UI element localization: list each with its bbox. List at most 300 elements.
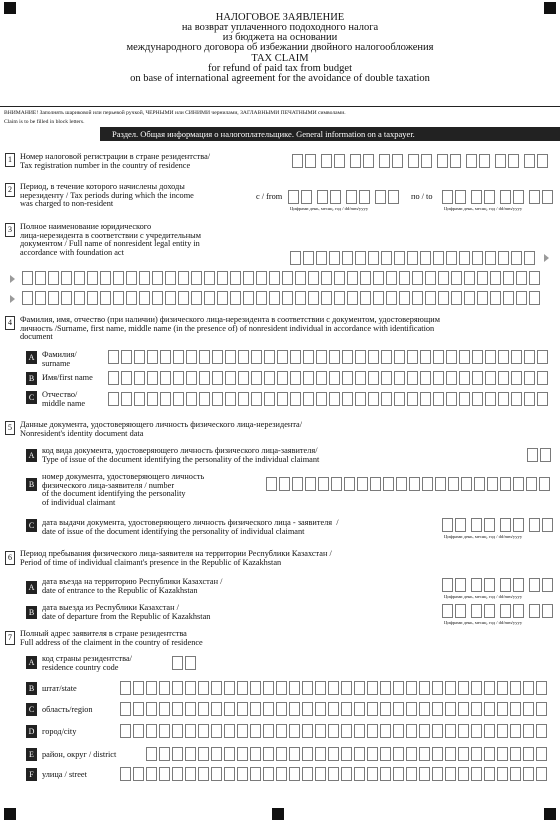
character-box[interactable]	[368, 371, 379, 385]
character-box[interactable]	[329, 251, 340, 265]
character-box[interactable]	[419, 747, 430, 761]
character-box[interactable]	[279, 477, 290, 491]
character-box[interactable]	[503, 291, 514, 305]
character-box[interactable]	[263, 681, 274, 695]
character-box[interactable]	[485, 371, 496, 385]
character-box[interactable]	[459, 371, 470, 385]
character-box[interactable]	[334, 154, 345, 168]
character-box[interactable]	[224, 702, 235, 716]
character-box[interactable]	[367, 724, 378, 738]
character-box[interactable]	[529, 518, 540, 532]
character-box[interactable]	[471, 747, 482, 761]
character-box[interactable]	[513, 518, 524, 532]
period-to-date-input[interactable]	[442, 190, 556, 204]
character-box[interactable]	[165, 291, 176, 305]
character-box[interactable]	[370, 477, 381, 491]
character-box[interactable]	[264, 371, 275, 385]
character-box[interactable]	[198, 702, 209, 716]
character-box[interactable]	[433, 371, 444, 385]
character-box[interactable]	[178, 271, 189, 285]
character-box[interactable]	[471, 604, 482, 618]
character-box[interactable]	[380, 681, 391, 695]
character-box[interactable]	[373, 291, 384, 305]
character-box[interactable]	[422, 477, 433, 491]
character-box[interactable]	[500, 604, 511, 618]
character-box[interactable]	[160, 392, 171, 406]
character-box[interactable]	[328, 747, 339, 761]
character-box[interactable]	[363, 154, 374, 168]
character-box[interactable]	[432, 724, 443, 738]
character-box[interactable]	[315, 767, 326, 781]
character-box[interactable]	[484, 518, 495, 532]
character-box[interactable]	[432, 767, 443, 781]
character-box[interactable]	[185, 681, 196, 695]
character-box[interactable]	[393, 702, 404, 716]
character-box[interactable]	[199, 392, 210, 406]
character-box[interactable]	[315, 724, 326, 738]
character-box[interactable]	[503, 271, 514, 285]
character-box[interactable]	[165, 271, 176, 285]
character-box[interactable]	[442, 518, 453, 532]
character-box[interactable]	[341, 767, 352, 781]
character-box[interactable]	[435, 477, 446, 491]
character-box[interactable]	[490, 271, 501, 285]
character-box[interactable]	[484, 681, 495, 695]
character-box[interactable]	[303, 350, 314, 364]
street-input[interactable]	[120, 767, 547, 781]
character-box[interactable]	[172, 724, 183, 738]
character-box[interactable]	[495, 154, 506, 168]
character-box[interactable]	[368, 350, 379, 364]
character-box[interactable]	[100, 271, 111, 285]
character-box[interactable]	[263, 724, 274, 738]
character-box[interactable]	[523, 724, 534, 738]
character-box[interactable]	[471, 578, 482, 592]
character-box[interactable]	[500, 477, 511, 491]
character-box[interactable]	[438, 271, 449, 285]
character-box[interactable]	[48, 271, 59, 285]
character-box[interactable]	[458, 747, 469, 761]
character-box[interactable]	[442, 604, 453, 618]
character-box[interactable]	[412, 291, 423, 305]
character-box[interactable]	[523, 767, 534, 781]
character-box[interactable]	[328, 681, 339, 695]
character-box[interactable]	[185, 724, 196, 738]
character-box[interactable]	[459, 392, 470, 406]
character-box[interactable]	[292, 154, 303, 168]
character-box[interactable]	[264, 392, 275, 406]
character-box[interactable]	[250, 702, 261, 716]
character-box[interactable]	[432, 681, 443, 695]
character-box[interactable]	[276, 767, 287, 781]
character-box[interactable]	[524, 154, 535, 168]
character-box[interactable]	[172, 656, 183, 670]
character-box[interactable]	[445, 681, 456, 695]
character-box[interactable]	[498, 350, 509, 364]
character-box[interactable]	[334, 271, 345, 285]
character-box[interactable]	[342, 392, 353, 406]
character-box[interactable]	[289, 767, 300, 781]
character-box[interactable]	[282, 291, 293, 305]
character-box[interactable]	[537, 392, 548, 406]
character-box[interactable]	[329, 350, 340, 364]
character-box[interactable]	[347, 291, 358, 305]
character-box[interactable]	[542, 604, 553, 618]
character-box[interactable]	[466, 154, 477, 168]
character-box[interactable]	[511, 392, 522, 406]
character-box[interactable]	[22, 271, 33, 285]
character-box[interactable]	[289, 681, 300, 695]
character-box[interactable]	[536, 702, 547, 716]
character-box[interactable]	[160, 350, 171, 364]
character-box[interactable]	[406, 747, 417, 761]
character-box[interactable]	[48, 291, 59, 305]
character-box[interactable]	[446, 350, 457, 364]
character-box[interactable]	[485, 251, 496, 265]
character-box[interactable]	[542, 190, 553, 204]
character-box[interactable]	[289, 724, 300, 738]
tax-registration-number-input[interactable]	[292, 154, 551, 168]
character-box[interactable]	[542, 578, 553, 592]
character-box[interactable]	[230, 291, 241, 305]
character-box[interactable]	[225, 392, 236, 406]
character-box[interactable]	[250, 724, 261, 738]
character-box[interactable]	[396, 477, 407, 491]
character-box[interactable]	[331, 477, 342, 491]
character-box[interactable]	[432, 747, 443, 761]
character-box[interactable]	[458, 767, 469, 781]
character-box[interactable]	[471, 190, 482, 204]
character-box[interactable]	[354, 702, 365, 716]
character-box[interactable]	[186, 371, 197, 385]
character-box[interactable]	[510, 681, 521, 695]
character-box[interactable]	[342, 350, 353, 364]
character-box[interactable]	[446, 371, 457, 385]
character-box[interactable]	[321, 291, 332, 305]
state-input[interactable]	[120, 681, 547, 695]
character-box[interactable]	[185, 767, 196, 781]
character-box[interactable]	[393, 767, 404, 781]
character-box[interactable]	[381, 251, 392, 265]
character-box[interactable]	[510, 724, 521, 738]
character-box[interactable]	[383, 477, 394, 491]
character-box[interactable]	[256, 271, 267, 285]
character-box[interactable]	[121, 371, 132, 385]
character-box[interactable]	[355, 350, 366, 364]
character-box[interactable]	[458, 724, 469, 738]
character-box[interactable]	[173, 350, 184, 364]
character-box[interactable]	[516, 271, 527, 285]
character-box[interactable]	[198, 747, 209, 761]
character-box[interactable]	[445, 702, 456, 716]
character-box[interactable]	[497, 681, 508, 695]
character-box[interactable]	[368, 251, 379, 265]
character-box[interactable]	[511, 371, 522, 385]
character-box[interactable]	[243, 291, 254, 305]
character-box[interactable]	[484, 747, 495, 761]
character-box[interactable]	[407, 350, 418, 364]
character-box[interactable]	[536, 767, 547, 781]
character-box[interactable]	[455, 518, 466, 532]
character-box[interactable]	[250, 681, 261, 695]
character-box[interactable]	[536, 681, 547, 695]
district-input[interactable]	[146, 747, 547, 761]
character-box[interactable]	[315, 702, 326, 716]
character-box[interactable]	[211, 767, 222, 781]
character-box[interactable]	[406, 681, 417, 695]
character-box[interactable]	[420, 392, 431, 406]
character-box[interactable]	[342, 371, 353, 385]
character-box[interactable]	[354, 681, 365, 695]
character-box[interactable]	[237, 747, 248, 761]
character-box[interactable]	[367, 681, 378, 695]
character-box[interactable]	[269, 271, 280, 285]
character-box[interactable]	[318, 477, 329, 491]
character-box[interactable]	[421, 154, 432, 168]
character-box[interactable]	[146, 747, 157, 761]
character-box[interactable]	[328, 702, 339, 716]
character-box[interactable]	[308, 291, 319, 305]
character-box[interactable]	[263, 747, 274, 761]
character-box[interactable]	[341, 747, 352, 761]
character-box[interactable]	[120, 681, 131, 695]
character-box[interactable]	[386, 291, 397, 305]
character-box[interactable]	[451, 271, 462, 285]
character-box[interactable]	[289, 747, 300, 761]
character-box[interactable]	[237, 724, 248, 738]
character-box[interactable]	[301, 190, 312, 204]
character-box[interactable]	[277, 371, 288, 385]
character-box[interactable]	[289, 702, 300, 716]
character-box[interactable]	[292, 477, 303, 491]
character-box[interactable]	[498, 371, 509, 385]
character-box[interactable]	[394, 392, 405, 406]
character-box[interactable]	[448, 477, 459, 491]
character-box[interactable]	[355, 251, 366, 265]
character-box[interactable]	[334, 291, 345, 305]
character-box[interactable]	[295, 291, 306, 305]
character-box[interactable]	[61, 291, 72, 305]
character-box[interactable]	[290, 251, 301, 265]
character-box[interactable]	[316, 350, 327, 364]
character-box[interactable]	[360, 271, 371, 285]
character-box[interactable]	[360, 291, 371, 305]
character-box[interactable]	[381, 350, 392, 364]
character-box[interactable]	[450, 154, 461, 168]
character-box[interactable]	[446, 392, 457, 406]
character-box[interactable]	[263, 702, 274, 716]
character-box[interactable]	[373, 271, 384, 285]
document-issue-date-input[interactable]	[442, 518, 556, 532]
period-from-date-input[interactable]	[288, 190, 402, 204]
character-box[interactable]	[379, 154, 390, 168]
character-box[interactable]	[321, 271, 332, 285]
character-box[interactable]	[172, 767, 183, 781]
character-box[interactable]	[147, 350, 158, 364]
character-box[interactable]	[113, 271, 124, 285]
character-box[interactable]	[498, 251, 509, 265]
character-box[interactable]	[198, 767, 209, 781]
character-box[interactable]	[419, 724, 430, 738]
character-box[interactable]	[134, 350, 145, 364]
character-box[interactable]	[173, 392, 184, 406]
character-box[interactable]	[277, 392, 288, 406]
character-box[interactable]	[191, 271, 202, 285]
character-box[interactable]	[529, 271, 540, 285]
character-box[interactable]	[341, 681, 352, 695]
character-box[interactable]	[524, 350, 535, 364]
character-box[interactable]	[354, 747, 365, 761]
character-box[interactable]	[393, 724, 404, 738]
character-box[interactable]	[529, 604, 540, 618]
character-box[interactable]	[355, 371, 366, 385]
character-box[interactable]	[472, 251, 483, 265]
region-input[interactable]	[120, 702, 547, 716]
character-box[interactable]	[458, 681, 469, 695]
character-box[interactable]	[537, 371, 548, 385]
character-box[interactable]	[159, 724, 170, 738]
character-box[interactable]	[61, 271, 72, 285]
character-box[interactable]	[510, 747, 521, 761]
character-box[interactable]	[368, 392, 379, 406]
character-box[interactable]	[100, 291, 111, 305]
character-box[interactable]	[381, 392, 392, 406]
character-box[interactable]	[159, 681, 170, 695]
character-box[interactable]	[394, 251, 405, 265]
character-box[interactable]	[146, 724, 157, 738]
character-box[interactable]	[479, 154, 490, 168]
character-box[interactable]	[346, 190, 357, 204]
character-box[interactable]	[539, 477, 550, 491]
character-box[interactable]	[251, 392, 262, 406]
character-box[interactable]	[524, 371, 535, 385]
character-box[interactable]	[198, 681, 209, 695]
character-box[interactable]	[367, 747, 378, 761]
character-box[interactable]	[305, 477, 316, 491]
legal-entity-name-row-3[interactable]	[22, 291, 540, 305]
character-box[interactable]	[328, 767, 339, 781]
character-box[interactable]	[159, 767, 170, 781]
character-box[interactable]	[329, 392, 340, 406]
character-box[interactable]	[198, 724, 209, 738]
character-box[interactable]	[238, 392, 249, 406]
character-box[interactable]	[87, 291, 98, 305]
character-box[interactable]	[159, 747, 170, 761]
character-box[interactable]	[302, 767, 313, 781]
character-box[interactable]	[230, 271, 241, 285]
character-box[interactable]	[399, 291, 410, 305]
character-box[interactable]	[458, 702, 469, 716]
character-box[interactable]	[302, 681, 313, 695]
character-box[interactable]	[490, 291, 501, 305]
document-number-input[interactable]	[266, 477, 550, 491]
character-box[interactable]	[172, 747, 183, 761]
character-box[interactable]	[328, 724, 339, 738]
character-box[interactable]	[484, 702, 495, 716]
character-box[interactable]	[419, 702, 430, 716]
character-box[interactable]	[510, 767, 521, 781]
character-box[interactable]	[425, 271, 436, 285]
character-box[interactable]	[139, 271, 150, 285]
character-box[interactable]	[420, 350, 431, 364]
character-box[interactable]	[393, 681, 404, 695]
character-box[interactable]	[237, 681, 248, 695]
character-box[interactable]	[290, 392, 301, 406]
character-box[interactable]	[484, 604, 495, 618]
character-box[interactable]	[126, 271, 137, 285]
character-box[interactable]	[500, 518, 511, 532]
character-box[interactable]	[367, 702, 378, 716]
character-box[interactable]	[185, 656, 196, 670]
character-box[interactable]	[224, 767, 235, 781]
character-box[interactable]	[243, 271, 254, 285]
character-box[interactable]	[446, 251, 457, 265]
character-box[interactable]	[35, 291, 46, 305]
character-box[interactable]	[133, 681, 144, 695]
character-box[interactable]	[133, 767, 144, 781]
character-box[interactable]	[120, 767, 131, 781]
character-box[interactable]	[302, 702, 313, 716]
character-box[interactable]	[185, 702, 196, 716]
character-box[interactable]	[484, 578, 495, 592]
character-box[interactable]	[523, 702, 534, 716]
character-box[interactable]	[113, 291, 124, 305]
character-box[interactable]	[425, 291, 436, 305]
character-box[interactable]	[288, 190, 299, 204]
character-box[interactable]	[211, 702, 222, 716]
character-box[interactable]	[224, 747, 235, 761]
character-box[interactable]	[484, 767, 495, 781]
character-box[interactable]	[527, 448, 538, 462]
character-box[interactable]	[529, 190, 540, 204]
character-box[interactable]	[408, 154, 419, 168]
character-box[interactable]	[159, 702, 170, 716]
character-box[interactable]	[406, 724, 417, 738]
character-box[interactable]	[464, 271, 475, 285]
character-box[interactable]	[393, 747, 404, 761]
character-box[interactable]	[500, 578, 511, 592]
character-box[interactable]	[172, 681, 183, 695]
character-box[interactable]	[108, 350, 119, 364]
first-name-input[interactable]	[108, 371, 548, 385]
surname-input[interactable]	[108, 350, 548, 364]
character-box[interactable]	[420, 251, 431, 265]
character-box[interactable]	[438, 291, 449, 305]
character-box[interactable]	[191, 291, 202, 305]
character-box[interactable]	[120, 702, 131, 716]
character-box[interactable]	[152, 271, 163, 285]
character-box[interactable]	[211, 747, 222, 761]
character-box[interactable]	[146, 702, 157, 716]
character-box[interactable]	[35, 271, 46, 285]
character-box[interactable]	[185, 747, 196, 761]
country-code-input[interactable]	[172, 656, 196, 670]
character-box[interactable]	[199, 350, 210, 364]
character-box[interactable]	[433, 392, 444, 406]
character-box[interactable]	[134, 371, 145, 385]
character-box[interactable]	[251, 350, 262, 364]
character-box[interactable]	[420, 371, 431, 385]
character-box[interactable]	[276, 724, 287, 738]
character-box[interactable]	[510, 702, 521, 716]
character-box[interactable]	[108, 392, 119, 406]
character-box[interactable]	[477, 291, 488, 305]
character-box[interactable]	[388, 190, 399, 204]
character-box[interactable]	[394, 371, 405, 385]
character-box[interactable]	[22, 291, 33, 305]
character-box[interactable]	[399, 271, 410, 285]
character-box[interactable]	[432, 702, 443, 716]
